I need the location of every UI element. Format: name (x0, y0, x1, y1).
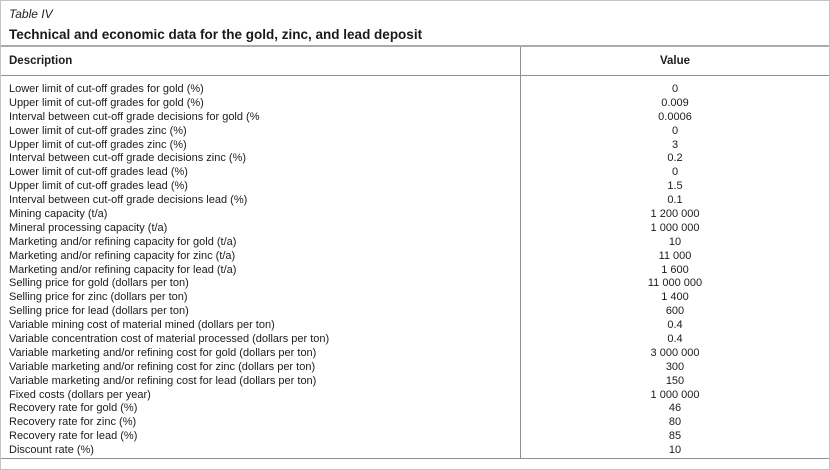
row-value: 80 (668, 416, 682, 429)
row-description: Interval between cut-off grade decisions lead (%) (9, 194, 248, 207)
row-value: 1 600 (661, 263, 689, 276)
row-description: Lower limit of cut-off grades zinc (%) (9, 124, 187, 137)
row-value: 1 200 000 (650, 208, 700, 221)
row-value: 0.2 (667, 152, 683, 165)
row-value: 0.4 (667, 333, 683, 346)
row-description: Recovery rate for lead (%) (9, 430, 138, 443)
row-description: Upper limit of cut-off grades for gold (%) (9, 96, 204, 109)
row-value: 300 (665, 360, 685, 373)
row-value: 11 000 000 (647, 277, 703, 290)
row-description: Upper limit of cut-off grades lead (%) (9, 180, 188, 193)
column-header-value: Value (659, 55, 691, 67)
row-description: Mining capacity (t/a) (9, 208, 108, 221)
row-value: 46 (668, 402, 682, 415)
row-value: 1 400 (661, 291, 689, 304)
row-description: Mineral processing capacity (t/a) (9, 221, 168, 234)
row-description: Fixed costs (dollars per year) (9, 388, 151, 401)
row-value: 1 000 000 (650, 221, 700, 234)
table-bottom-rule (1, 458, 829, 459)
row-value: 10 (668, 444, 682, 457)
table-number-label: Table IV (9, 7, 53, 21)
table-body (1, 76, 829, 458)
row-value: 3 (671, 138, 679, 151)
column-header-description: Description (1, 47, 521, 75)
row-description: Marketing and/or refining capacity for lead (t/a) (9, 263, 237, 276)
row-description: Selling price for gold (dollars per ton) (9, 277, 189, 290)
table-header-row (1, 47, 829, 76)
description-column (1, 76, 521, 458)
row-description: Selling price for zinc (dollars per ton) (9, 291, 188, 304)
row-value: 150 (665, 374, 685, 387)
row-description: Marketing and/or refining capacity for gold (t/a) (9, 235, 237, 248)
row-value: 0 (671, 124, 679, 137)
row-value: 1 000 000 (650, 388, 700, 401)
row-value: 0 (671, 166, 679, 179)
row-description: Marketing and/or refining capacity for zinc (t/a) (9, 249, 236, 262)
row-value: 0.009 (661, 96, 689, 109)
row-description: Variable concentration cost of material processed (dollars per ton) (9, 333, 330, 346)
row-value: 0.1 (667, 194, 683, 207)
row-value: 600 (665, 305, 685, 318)
row-description: Discount rate (%) (9, 444, 94, 457)
value-column (521, 76, 829, 458)
row-value: 11 000 (658, 249, 692, 262)
row-description: Lower limit of cut-off grades lead (%) (9, 166, 188, 179)
row-description: Variable mining cost of material mined (dollars per ton) (9, 319, 275, 332)
row-description: Recovery rate for zinc (%) (9, 416, 137, 429)
row-description: Recovery rate for gold (%) (9, 402, 138, 415)
row-value: 0.4 (667, 319, 683, 332)
row-value: 1.5 (667, 180, 683, 193)
row-value: 3 000 000 (650, 346, 700, 359)
table-title: Technical and economic data for the gold, zinc, and lead deposit (9, 27, 423, 42)
row-value: 10 (668, 235, 682, 248)
row-description: Variable marketing and/or refining cost for lead (dollars per ton) (9, 374, 317, 387)
row-value: 0 (671, 83, 679, 95)
row-value: 85 (668, 430, 682, 443)
row-description: Variable marketing and/or refining cost for gold (dollars per ton) (9, 346, 317, 359)
row-description: Upper limit of cut-off grades zinc (%) (9, 138, 187, 151)
row-description: Lower limit of cut-off grades for gold (%) (9, 83, 204, 95)
table-caption (1, 1, 829, 47)
row-description: Variable marketing and/or refining cost for zinc (dollars per ton) (9, 360, 316, 373)
row-description: Interval between cut-off grade decisions zinc (%) (9, 152, 247, 165)
row-value: 0.0006 (658, 110, 692, 123)
row-description: Selling price for lead (dollars per ton) (9, 305, 189, 318)
row-description: Interval between cut-off grade decisions for gold (% (9, 110, 260, 123)
